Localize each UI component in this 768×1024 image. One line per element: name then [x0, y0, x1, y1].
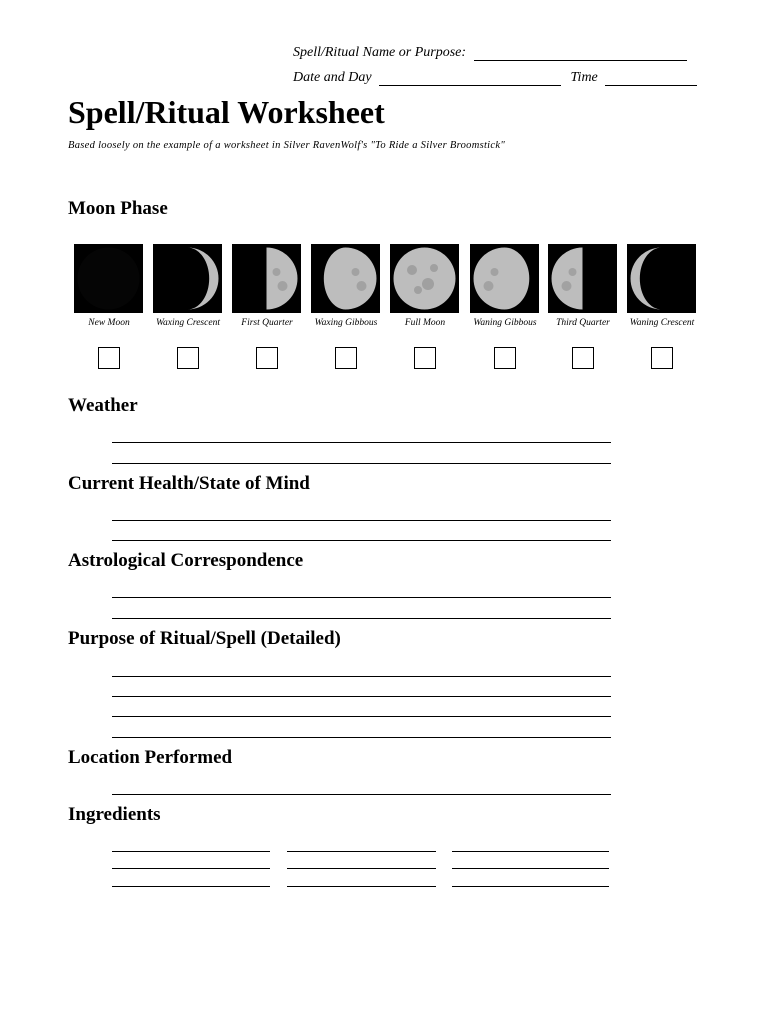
ingredients-heading: Ingredients	[68, 804, 161, 825]
page-subtitle: Based loosely on the example of a worksheet in Silver RavenWolf's "To Ride a Silver Broomstick"	[68, 140, 506, 151]
ingredients-line[interactable]	[452, 851, 609, 852]
moon-crater	[357, 281, 367, 291]
moon-phase-checkbox-waning-crescent[interactable]	[651, 347, 673, 369]
ingredients-line[interactable]	[452, 868, 609, 869]
moon-crater	[491, 268, 499, 276]
moon-phase-checkbox-waxing-gibbous[interactable]	[335, 347, 357, 369]
time-label: Time	[570, 70, 598, 85]
moon-phase-waning-crescent	[627, 244, 696, 369]
astrology-heading: Astrological Correspondence	[68, 550, 304, 571]
moon-crater	[352, 268, 360, 276]
moon-crater	[273, 268, 281, 276]
waxing-gibbous-moon-icon	[311, 244, 380, 313]
moon-phase-checkbox-waxing-crescent[interactable]	[177, 347, 199, 369]
moon-phase-new	[74, 244, 143, 369]
moon-phase-label: Waxing Gibbous	[314, 318, 378, 328]
purpose-line-3[interactable]	[112, 716, 611, 717]
moon-crater	[484, 281, 494, 291]
moon-phase-full	[390, 244, 459, 369]
moon-phase-checkbox-full[interactable]	[414, 347, 436, 369]
name-purpose-field[interactable]	[474, 46, 687, 61]
health-line-2[interactable]	[112, 540, 611, 541]
page-title: Spell/Ritual Worksheet	[68, 94, 385, 130]
date-day-field[interactable]	[379, 71, 561, 86]
moon-crater	[569, 268, 577, 276]
ingredients-line[interactable]	[112, 851, 270, 852]
weather-line-2[interactable]	[112, 463, 611, 464]
purpose-line-4[interactable]	[112, 737, 611, 738]
date-time-row	[293, 70, 697, 86]
moon-lit-disc	[394, 248, 456, 310]
moon-lit-area	[474, 248, 530, 310]
moon-phase-label: Waning Crescent	[629, 318, 695, 328]
name-purpose-row	[293, 45, 687, 61]
moon-phase-label: New Moon	[88, 318, 130, 328]
waning-crescent-moon-icon	[627, 244, 696, 313]
purpose-line-2[interactable]	[112, 696, 611, 697]
health-heading: Current Health/State of Mind	[68, 473, 310, 494]
weather-heading: Weather	[68, 395, 138, 416]
purpose-line-1[interactable]	[112, 676, 611, 677]
purpose-heading: Purpose of Ritual/Spell (Detailed)	[68, 628, 341, 649]
moon-phase-label: Full Moon	[404, 318, 446, 328]
moon-crater	[278, 281, 288, 291]
moon-lit-area	[188, 248, 219, 310]
moon-crater	[422, 278, 434, 290]
moon-phase-checkbox-new[interactable]	[98, 347, 120, 369]
moon-phase-third-quarter	[548, 244, 617, 369]
moon-dark-disc	[78, 248, 140, 310]
moon-phase-label: Waning Gibbous	[473, 318, 537, 328]
health-line-1[interactable]	[112, 520, 611, 521]
date-day-label: Date and Day	[293, 70, 372, 85]
moon-phase-checkbox-first-quarter[interactable]	[256, 347, 278, 369]
moon-crater	[430, 264, 438, 272]
time-field[interactable]	[605, 71, 697, 86]
first-quarter-moon-icon	[232, 244, 301, 313]
moon-lit-area	[631, 248, 662, 310]
astrology-line-1[interactable]	[112, 597, 611, 598]
location-line-1[interactable]	[112, 794, 611, 795]
ingredients-line[interactable]	[287, 868, 436, 869]
ingredients-line[interactable]	[287, 851, 436, 852]
moon-phase-heading: Moon Phase	[68, 198, 168, 219]
moon-phase-waxing-gibbous	[311, 244, 380, 369]
third-quarter-moon-icon	[548, 244, 617, 313]
new-moon-icon	[74, 244, 143, 313]
moon-phase-waxing-crescent	[153, 244, 222, 369]
astrology-line-2[interactable]	[112, 618, 611, 619]
moon-crater	[562, 281, 572, 291]
ingredients-line[interactable]	[287, 886, 436, 887]
moon-phase-checkbox-third-quarter[interactable]	[572, 347, 594, 369]
full-moon-icon	[390, 244, 459, 313]
moon-lit-area	[267, 248, 298, 310]
weather-line-1[interactable]	[112, 442, 611, 443]
moon-phase-label: Third Quarter	[556, 318, 610, 328]
name-purpose-label: Spell/Ritual Name or Purpose:	[293, 45, 467, 60]
moon-lit-area	[552, 248, 583, 310]
moon-crater	[407, 265, 417, 275]
moon-crater	[414, 286, 422, 294]
ingredients-line[interactable]	[452, 886, 609, 887]
moon-phase-grid	[74, 244, 700, 374]
moon-lit-area	[324, 248, 377, 310]
waning-gibbous-moon-icon	[470, 244, 539, 313]
moon-phase-checkbox-waning-gibbous[interactable]	[494, 347, 516, 369]
moon-phase-first-quarter	[232, 244, 301, 369]
moon-phase-waning-gibbous	[470, 244, 539, 369]
waxing-crescent-moon-icon	[153, 244, 222, 313]
moon-phase-label: First Quarter	[241, 318, 293, 328]
ingredients-line[interactable]	[112, 886, 270, 887]
ingredients-line[interactable]	[112, 868, 270, 869]
moon-phase-label: Waxing Crescent	[156, 318, 220, 328]
location-heading: Location Performed	[68, 747, 233, 768]
